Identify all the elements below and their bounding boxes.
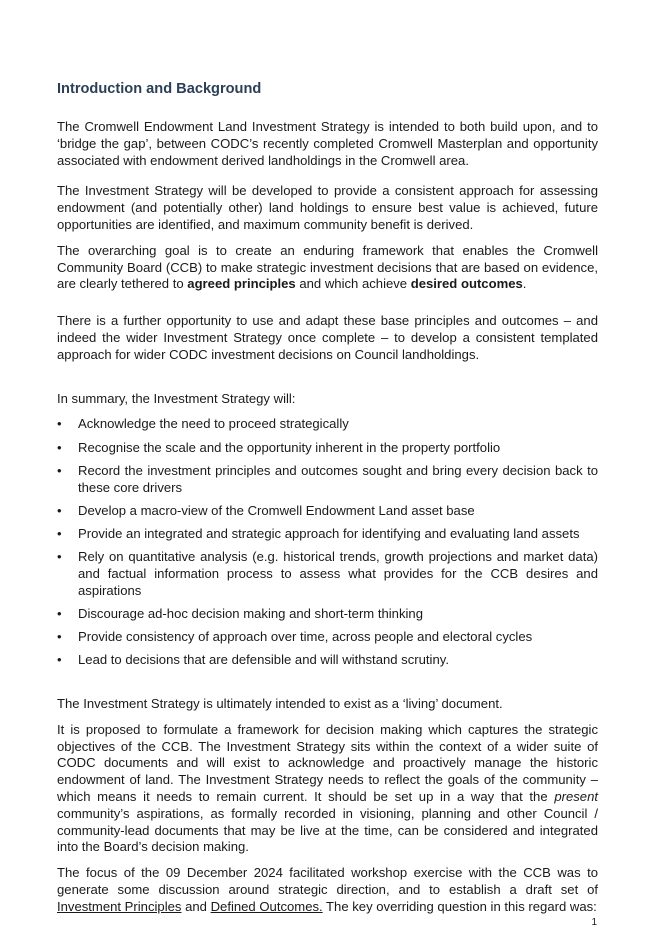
bullet-text: Provide consistency of approach over time, across people and electoral cycles	[78, 629, 533, 645]
page-number: 1	[591, 917, 597, 928]
paragraph-workshop-focus	[57, 865, 598, 915]
text-run: The focus of the 09 December 2024 facilitated workshop exercise with the CCB was to generate some discussion around strategic direction, and to establish a draft set of	[57, 865, 598, 898]
bullet-text: Recognise the scale and the opportunity inherent in the property portfolio	[78, 439, 501, 455]
section-heading: Introduction and Background	[57, 81, 262, 97]
bold-desired-outcomes: desired outcomes	[410, 276, 523, 292]
text-run: .	[522, 276, 527, 292]
bullet-icon: •	[57, 605, 62, 621]
bullet-item	[57, 526, 598, 543]
text-run: and which achieve	[295, 276, 411, 292]
bullet-icon: •	[57, 416, 62, 432]
bullet-list	[57, 416, 598, 669]
bullet-text: Rely on quantitative analysis (e.g. historical trends, growth projections and market data) and factual information process to assess what provides for the CCB desires and aspirations	[78, 549, 598, 598]
bullet-item	[57, 549, 598, 599]
bullet-item	[57, 606, 598, 623]
bullet-icon: •	[57, 462, 62, 478]
bullet-item	[57, 440, 598, 457]
bullet-icon: •	[57, 502, 62, 518]
bullet-item	[57, 652, 598, 669]
text-run: and	[181, 898, 211, 914]
bullet-icon: •	[57, 439, 62, 455]
paragraph-further-opportunity: There is a further opportunity to use and adapt these base principles and outcomes – and indeed the wider Investment Strategy once complete – to develop a consistent templated approach for wider CODC investment decisions on Council landholdings.	[57, 313, 598, 362]
paragraph-overarching-goal	[57, 243, 598, 293]
bullet-icon: •	[57, 525, 62, 541]
bullet-text: Lead to decisions that are defensible and will withstand scrutiny.	[78, 652, 449, 668]
underline-defined-outcomes: Defined Outcomes.	[210, 898, 323, 914]
bullet-item	[57, 503, 598, 520]
text-run: community’s aspirations, as formally recorded in visioning, planning and other Council / community-lead documents that may be live at the time, can be considered and integrated into the Board’s decision making.	[57, 805, 598, 855]
bullet-icon: •	[57, 652, 62, 668]
summary-intro: In summary, the Investment Strategy will:	[57, 390, 296, 406]
bullet-icon: •	[57, 549, 62, 565]
bullet-item	[57, 463, 598, 497]
paragraph-framework	[57, 722, 598, 856]
text-run: It is proposed to formulate a framework for decision making which captures the strategic objectives of the CCB. The Investment Strategy sits within the context of a wider suite of CODC documents and will exist to acknowledge and proactively manage the historic endowment of land. The Investment Strategy needs to reflect the goals of the community – which means it needs to remain current. It should be set up in a way that the	[57, 721, 598, 805]
paragraph-intro: The Cromwell Endowment Land Investment Strategy is intended to both build upon, and to ‘bridge the gap’, between CODC’s recently completed Cromwell Masterplan and opportunity associated with endowment derived landholdings in the Cromwell area.	[57, 119, 598, 168]
bullet-text: Develop a macro-view of the Cromwell Endowment Land asset base	[78, 502, 475, 518]
paragraph-living-document: The Investment Strategy is ultimately intended to exist as a ‘living’ document.	[57, 696, 503, 712]
bullet-text: Record the investment principles and outcomes sought and bring every decision back to these core drivers	[78, 462, 598, 495]
paragraph-investment-strategy: The Investment Strategy will be developed to provide a consistent approach for assessing endowment (and potentially other) land holdings to ensure best value is achieved, future opportunities are identified, and maximum community benefit is derived.	[57, 183, 598, 232]
bullet-icon: •	[57, 629, 62, 645]
bullet-item	[57, 629, 598, 646]
bold-agreed-principles: agreed principles	[187, 276, 296, 292]
text-run: The overarching goal is to create an enduring framework that enables the Cromwell Community Board (CCB) to make strategic investment decisions that are based on evidence, are clearly tethered to	[57, 242, 598, 292]
bullet-text: Discourage ad-hoc decision making and short-term thinking	[78, 605, 423, 621]
page-content	[57, 80, 598, 916]
text-run: The key overriding question in this regard was:	[322, 898, 597, 914]
bullet-text: Provide an integrated and strategic approach for identifying and evaluating land assets	[78, 525, 580, 541]
italic-present: present	[554, 789, 598, 805]
bullet-text: Acknowledge the need to proceed strategically	[78, 416, 349, 432]
underline-investment-principles: Investment Principles	[57, 898, 182, 914]
bullet-item	[57, 416, 598, 433]
